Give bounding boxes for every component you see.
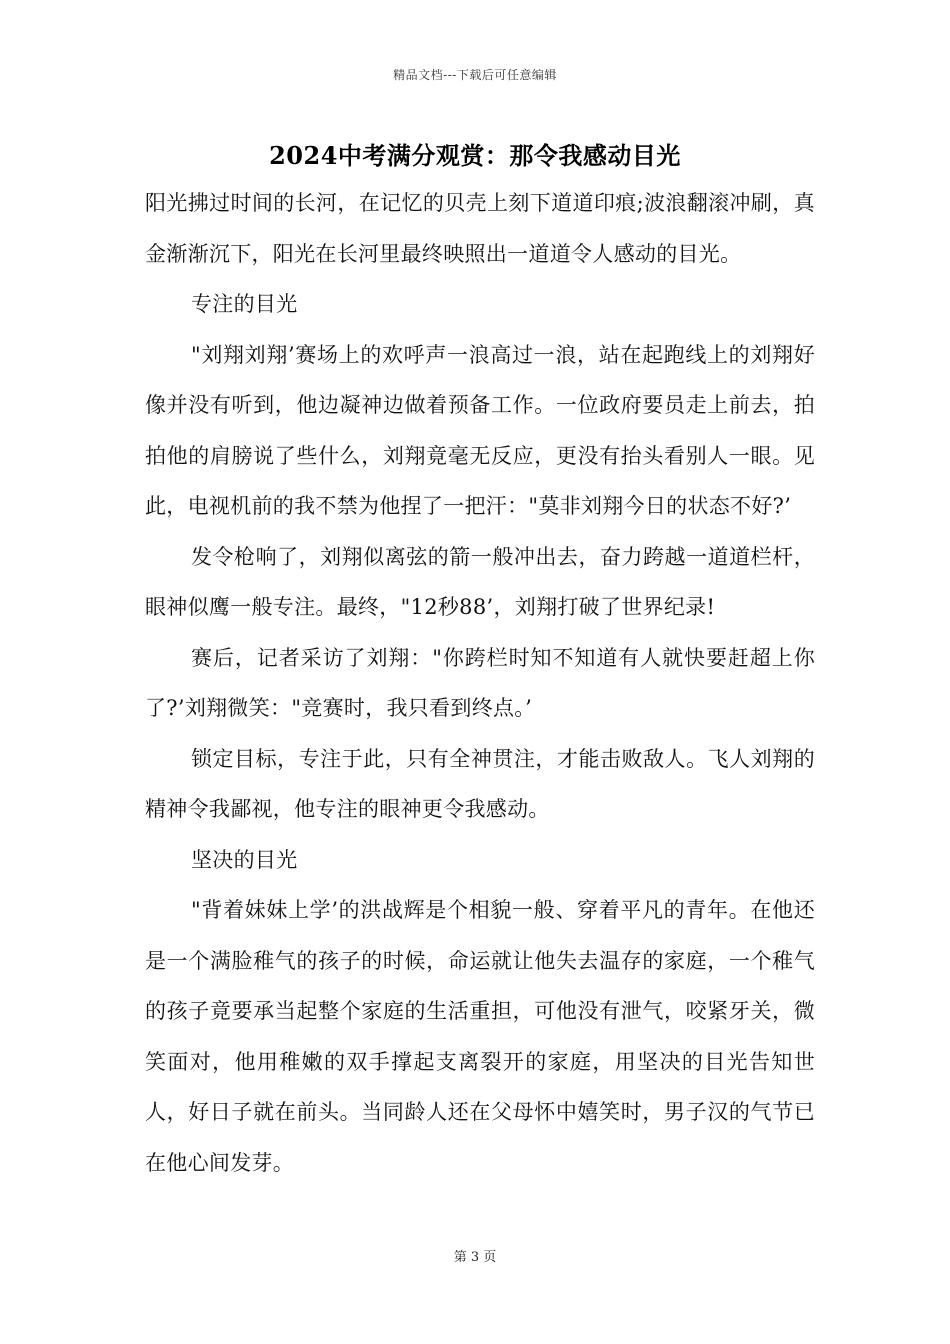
document-title: 2024中考满分观赏：那令我感动目光 [269,141,681,170]
paragraph: "背着妹妹上学’的洪战辉是个相貌一般、穿着平凡的青年。在他还是一个满脸稚气的孩子的时候，命运就让他失去温存的家庭，一个稚气的孩子竟要承当起整个家庭的生活重担，可他没有泄气，咬紧牙关，微笑面对，他用稚嫩的双手撑起支离裂开的家庭，用坚决的目光告知世人，好日子就在前头。当同龄人还在父母怀中嬉笑时，男子汉的气节已在他心间发芽。 [145,898,815,1175]
section-heading-determined-gaze: 坚决的目光 [191,847,298,872]
section-heading-focused-gaze: 专注的目光 [191,292,298,316]
document-body [145,178,815,1188]
page-header: 精品文档---下载后可任意编辑 [393,68,557,82]
paragraph-intro: 阳光拂过时间的长河，在记忆的贝壳上刻下道道印痕;波浪翻滚冲刷，真金渐渐沉下，阳光在长河里最终映照出一道道令人感动的目光。 [145,191,815,266]
paragraph: 发令枪响了，刘翔似离弦的箭一般冲出去，奋力跨越一道道栏杆，眼神似鹰一般专注。最终，"12秒88’，刘翔打破了世界纪录! [145,544,815,619]
paragraph: 锁定目标，专注于此，只有全神贯注，才能击败敌人。飞人刘翔的精神令我鄙视，他专注的眼神更令我感动。 [145,746,815,821]
page-number: 第 3 页 [453,1250,497,1265]
paragraph: 赛后，记者采访了刘翔："你跨栏时知不知道有人就快要赶超上你了?’刘翔微笑："竞赛时，我只看到终点。’ [145,645,815,720]
paragraph: "刘翔刘翔’赛场上的欢呼声一浪高过一浪，站在起跑线上的刘翔好像并没有听到，他边凝神边做着预备工作。一位政府要员走上前去，拍拍他的肩膀说了些什么，刘翔竟毫无反应，更没有抬头看别人一眼。见此，电视机前的我不禁为他捏了一把汗："莫非刘翔今日的状态不好?’ [145,342,815,518]
